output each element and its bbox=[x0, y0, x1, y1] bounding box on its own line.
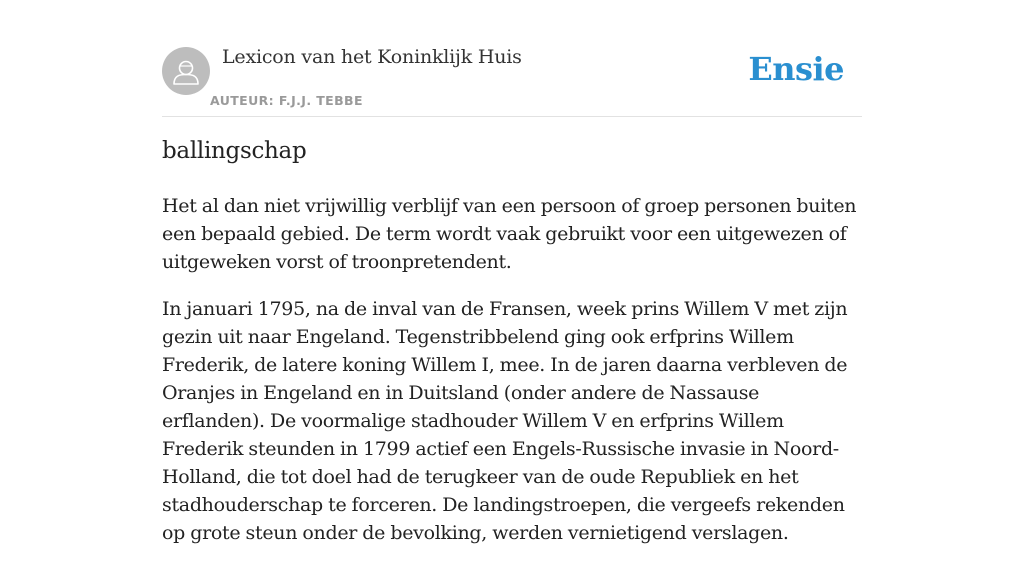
source-book-title[interactable]: Lexicon van het Koninklijk Huis bbox=[222, 46, 522, 68]
paragraph: Het al dan niet vrijwillig verblijf van een persoon of groep personen buiten een bepaald gebied. De term wordt vaak gebruikt voor een uitgewezen of uitgeweken vorst of troonpretendent. bbox=[162, 195, 857, 273]
entry-title: ballingschap bbox=[162, 138, 307, 164]
author-label: AUTEUR: F.J.J. TEBBE bbox=[210, 93, 363, 108]
author-avatar bbox=[162, 47, 210, 95]
entry-body bbox=[162, 192, 867, 566]
user-avatar-icon bbox=[162, 47, 210, 95]
paragraph: In januari 1795, na de inval van de Fransen, week prins Willem V met zijn gezin uit naar Engeland. Tegenstribbelend ging ook erfprins Willem Frederik, de latere koning Willem I, mee. In de jaren daarna verbleven de Oranjes in Engeland en in Duitsland (onder andere de Nassause erflanden). De voormalige stadhouder Willem V en erfprins Willem Frederik steunden in 1799 actief een Engels-Russische invasie in Noord-Holland, die tot doel had de terugkeer van de oude Republiek en het stadhouderschap te forceren. De landingstroepen, die vergeefs rekenden op grote steun onder de bevolking, werden vernietigend verslagen. bbox=[162, 298, 848, 544]
entry-header bbox=[162, 46, 862, 117]
ensie-logo[interactable]: Ensie bbox=[748, 50, 844, 88]
